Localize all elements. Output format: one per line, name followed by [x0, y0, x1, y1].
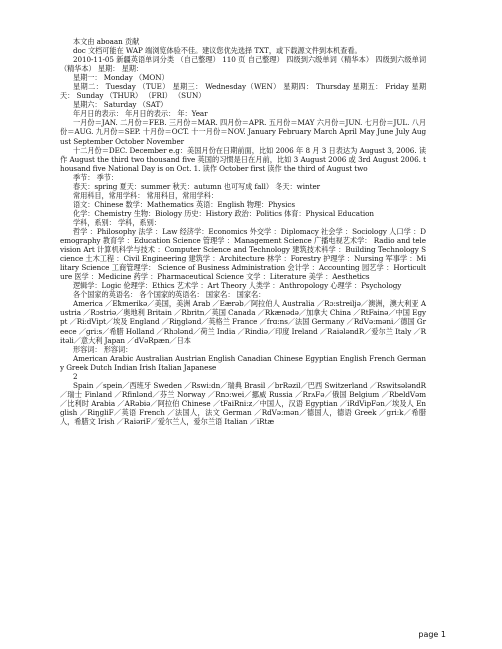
document-paragraph: 星期六： Saturday （SAT）: [72, 100, 168, 110]
document-paragraph: 年月日的表示： 年月日的表示： 年：Year: [72, 109, 208, 119]
document-paragraph: 语文：Chinese 数学：Mathematics 英语：English 物理：Physics: [72, 199, 295, 209]
document-paragraph: 一月份＝JAN. 二月份＝FEB. 三月份＝MAR. 四月份＝APR. 五月份＝MAY 六月份＝JUN. 七月份＝JUL. 八月份＝AUG. 九月份＝SEP. 十月份＝OCT. 十一月份＝NOV. January February March April May June July August September October November: [60, 118, 426, 146]
document-paragraph: 星期一： Monday （MON）: [72, 73, 169, 83]
document-paragraph: 本文由 aboaan 贡献: [72, 37, 140, 46]
document-paragraph: 星期二： Tuesday （TUE） 星期三： Wednesday（WEN） 星期四： Thursday 星期五： Friday 星期天： Sunday （THUR） （FRI） （SUN）: [60, 82, 426, 101]
document-paragraph: 形容词： 形容词：: [72, 344, 133, 354]
document-paragraph: Spain ／spein／西班牙 Sweden ／Rswi:dn／瑞典 Brasil ／brRәzil／巴西 Switzerland ／RswitsәlәndR／瑞士 Finland ／Rfinlәnd／芬兰 Norway ／Rnɔ:wei／挪威 Russia ／RrʌFә／俄国 Belgium ／RbeldVәm／比利时 Arabia ／ARәbiә／阿拉伯 Chinese ／tFaiRni:z／中国人，汉语 Egyptian ／iRdVipFәn／埃及人 English ／RiŋgliF／英语 French ／法国人，法文 German ／RdVә:mәn／德国人，德语 Greek ／gri:k／希腊人，希腊文 Irish ／RaiәriF／爱尔兰人，爱尔兰语 Italian ／iRtæ: [60, 380, 426, 426]
document-paragraph: 化学：Chemistry 生物：Biology 历史：History 政治：Politics 体育：Physical Education: [72, 208, 374, 218]
document-paragraph: doc 文档可能在 WAP 端浏览体验不佳。建议您优先选择 TXT，或下载源文件到本机查看。: [72, 46, 362, 56]
document-paragraph: 2010-11-05 新疆英语单词分类 （自己整理） 110 页 自己整理） 四级到六级单词（精华本） 四级到六级单词（精华本） 星期： 星期：: [60, 55, 426, 74]
document-paragraph: American Arabic Australian Austrian English Canadian Chinese Egyptian English French Germany Greek Dutch Indian Irish Italian Japanese: [60, 353, 426, 372]
document-paragraph: 季节： 季节：: [72, 172, 119, 182]
document-paragraph: 各个国家的英语名： 各个国家的英语名： 国家名： 国家名：: [72, 290, 266, 300]
document-paragraph: 十二月份＝DEC. December e.g：美国月份在日期前面，比如 2006 年 8 月 3 日表达为 August 3, 2006. 读作 August the third two thousand five 英国的习惯是日在月前，比如 3 August 2006 或 3rd August 2006. thousand five National Day is on Oct. 1. 读作 October first 读作 the third of August two: [60, 145, 426, 173]
document-body: [60, 37, 426, 426]
document-paragraph: 逻辑学：Logic 伦理学：Ethics 艺术学 ：Art Theory 人类学 ：Anthropology 心理学 ：Psychology: [72, 281, 402, 291]
document-paragraph: 常用科目，常用学科： 常用科目，常用学科：: [72, 190, 218, 200]
document-paragraph: 2: [72, 371, 78, 381]
page-number: page 1: [418, 630, 446, 639]
document-paragraph: 哲学 ：Philosophy 法学 ：Law 经济学：Economics 外交学 ：Diplomacy 社会学 ：Sociology 人口学 ：Demography 教育学 ：Education Science 管理学 ：Management Science 广播电视艺术学： Radio and television Art 计算机科学与技术 ：Computer Science and Technology 建筑技术科学 ：Building Technology Science 土木工程 ：Civil Engineering 建筑学 ：Architecture 林学 ：Forestry 护理学 ：Nursing 军事学 ：Military Science 工商管理学： Science of Business Administration 会计学 ：Accounting 园艺学 ：Horticulture 医学 ：Medicine 药学 ：Pharmaceutical Science 文学 ：Literature 美学 ：Aesthetics: [60, 226, 426, 282]
document-paragraph: America ／Eҟmerikә／美国，美洲 Arab ／Eærәb／阿拉伯人 Australia ／Rɔ:streiljә／澳洲，澳大利亚 Austria ／Rɔstriә／奥地利 Britain ／Rbritn／英国 Canada ／Rkænәdә／加拿大 China ／RtFainә／中国 Egypt ／Ri:dVipt／埃及 England ／Riŋglәnd／英格兰 France ／frɑ:ns／法国 Germany ／RdVә:mәni／德国 Greece ／gri:s／希腊 Holland ／Rhɔlәnd／荷兰 India ／Rindiә／印度 Ireland ／RaiәlәndR／爱尔兰 Italy ／Ritәli／意大利 Japan ／dVәRpæn／日本: [60, 299, 426, 345]
document-paragraph: 学科，系别： 学科，系别：: [72, 217, 161, 227]
document-paragraph: 春天：spring 夏天：summer 秋天：autumn 也可写成 fall） 冬天：winter: [72, 181, 321, 191]
